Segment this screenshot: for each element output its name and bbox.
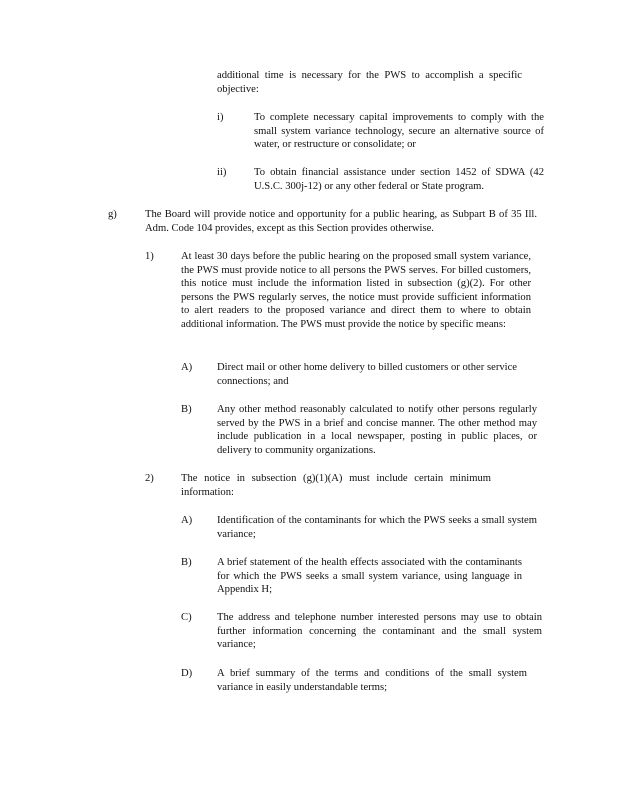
section-label: g) xyxy=(108,209,117,220)
list-item-text: To obtain financial assistance under section 1452 of SDWA (42 U.S.C. 300j-12) or any other federal or State program. xyxy=(254,167,544,192)
subsection-text: At least 30 days before the public hearing on the proposed small system variance, the PWS must provide notice to all persons the PWS serves. For billed customers, this notice must include the information listed in subsection (g)(2). For other persons the PWS regularly serves, the notice must provide sufficient information to alert readers to the proposed variance and direct them to where to obtain additional information. The PWS must provide the notice by specific means: xyxy=(181,251,531,330)
subsection-label: 2) xyxy=(145,473,154,484)
list-item-text: A brief summary of the terms and conditions of the small system variance in easily understandable terms; xyxy=(217,668,527,693)
section-text: The Board will provide notice and opportunity for a public hearing, as Subpart B of 35 Ill. Adm. Code 104 provides, except as this Section provides otherwise. xyxy=(145,209,537,234)
subsection-text: The notice in subsection (g)(1)(A) must include certain minimum information: xyxy=(181,473,491,498)
list-item-text: Identification of the contaminants for which the PWS seeks a small system variance; xyxy=(217,515,537,540)
list-item-text: The address and telephone number interested persons may use to obtain further information concerning the contaminant and the small system variance; xyxy=(217,612,542,651)
list-item-label: A) xyxy=(181,515,193,526)
list-item-label: B) xyxy=(181,404,192,415)
list-item-label: B) xyxy=(181,557,192,568)
list-item-label: ii) xyxy=(217,167,227,178)
list-item-label: D) xyxy=(181,668,193,679)
list-item-label: i) xyxy=(217,112,224,123)
list-item-text: Any other method reasonably calculated to notify other persons regularly served by the PWS in a brief and concise manner. The other method may include publication in a local newspaper, posting in public places, or delivery to community organizations. xyxy=(217,404,537,456)
intro-text: additional time is necessary for the PWS to accomplish a specific objective: xyxy=(217,70,522,95)
list-item-text: Direct mail or other home delivery to billed customers or other service connections; and xyxy=(217,362,517,387)
list-item-text: To complete necessary capital improvements to comply with the small system variance technology, secure an alternative source of water, or restructure or consolidate; or xyxy=(254,112,544,151)
list-item-text: A brief statement of the health effects associated with the contaminants for which the PWS seeks a small system variance, using language in Appendix H; xyxy=(217,557,522,596)
list-item-label: A) xyxy=(181,362,193,373)
subsection-label: 1) xyxy=(145,251,154,262)
list-item-label: C) xyxy=(181,612,192,623)
